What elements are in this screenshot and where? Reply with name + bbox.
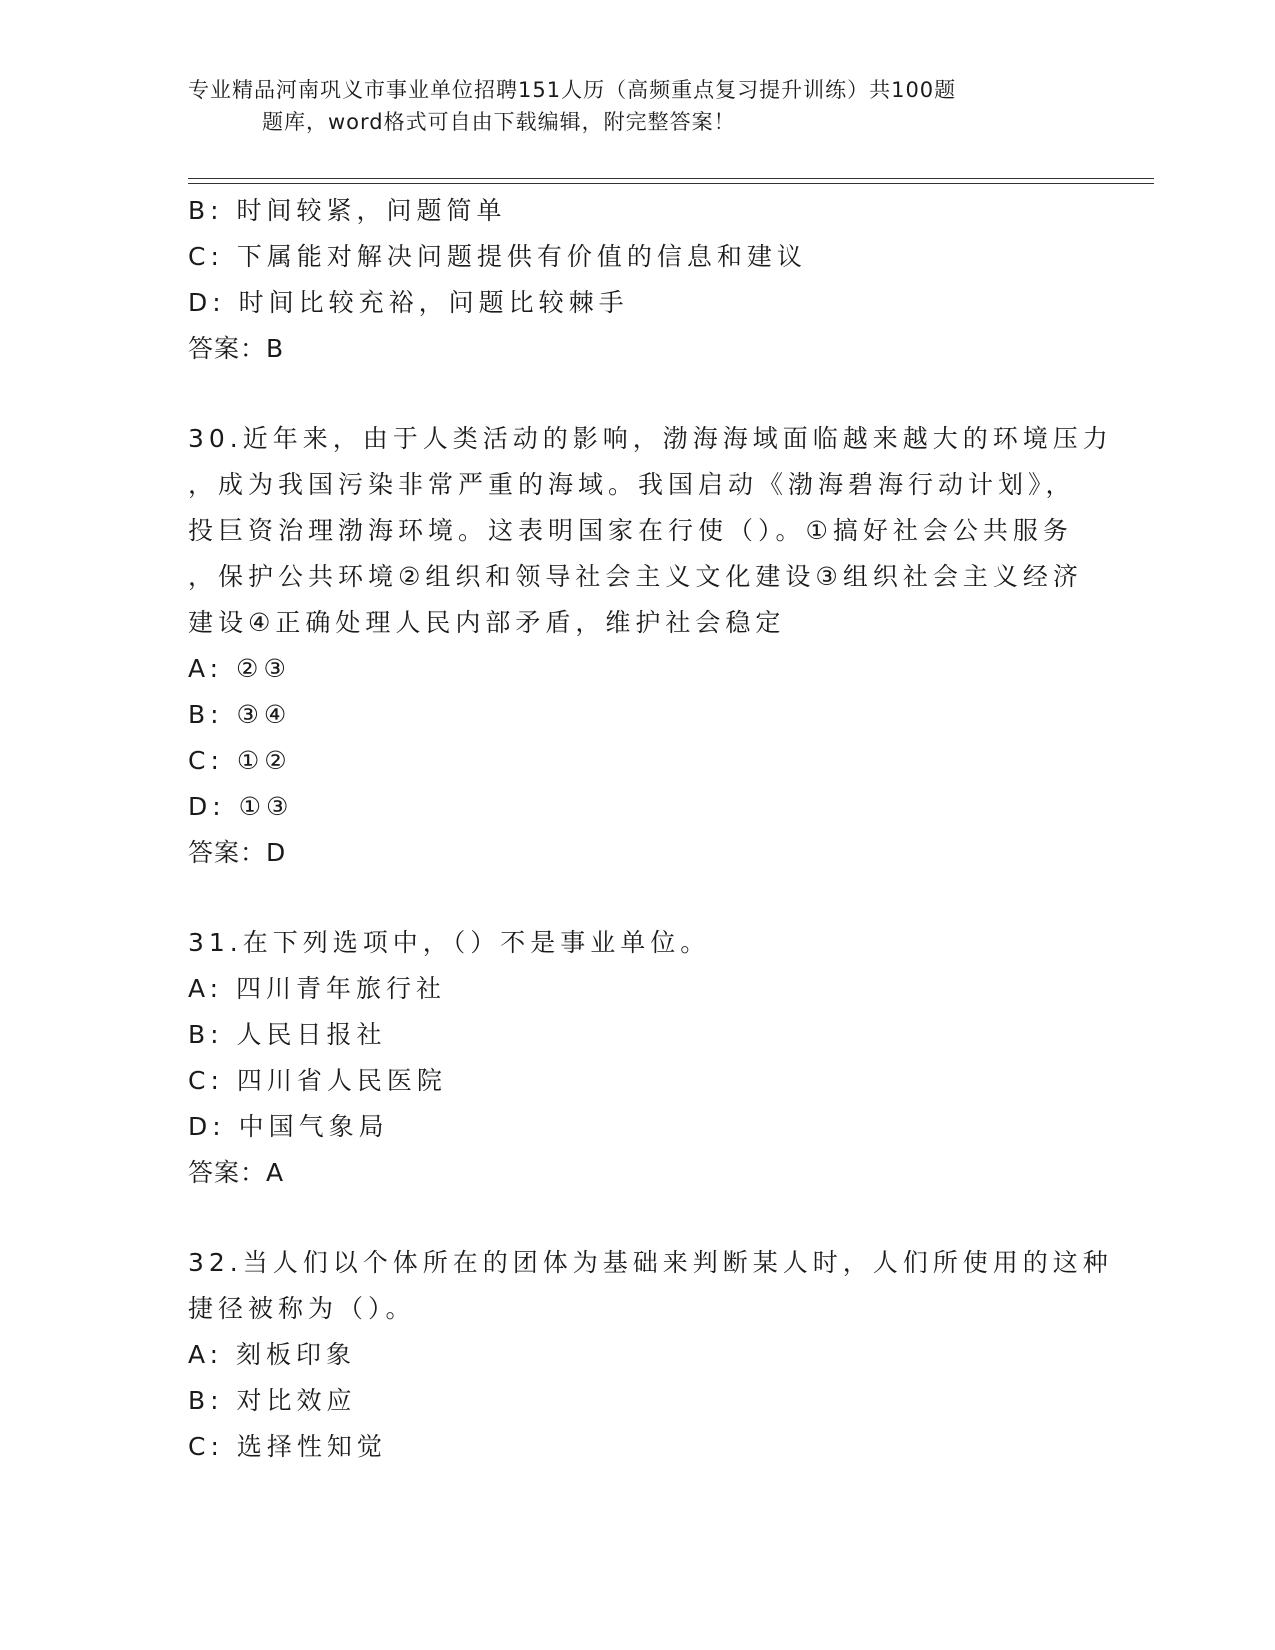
- option-d: D: 中国气象局: [188, 1112, 389, 1141]
- header-rule-top: [188, 178, 1154, 179]
- page-header: [188, 74, 1088, 138]
- answer-line: 答案：B: [188, 334, 285, 363]
- stem-line: 建设④正确处理人民内部矛盾，维护社会稳定: [188, 608, 786, 637]
- option-c: C: 下属能对解决问题提供有价值的信息和建议: [188, 242, 807, 271]
- option-a: A: 四川青年旅行社: [188, 974, 447, 1003]
- answer-line: 答案：A: [188, 1158, 285, 1187]
- header-rule-bottom: [188, 183, 1154, 184]
- stem-line: ，保护公共环境②组织和领导社会主义文化建设③组织社会主义经济: [188, 562, 1083, 591]
- stem-line: 30.近年来，由于人类活动的影响，渤海海域面临越来越大的环境压力: [188, 424, 1113, 453]
- question-29-continued: [188, 188, 1088, 372]
- answer-line: 答案：D: [188, 838, 287, 867]
- question-30: [188, 416, 1113, 876]
- option-b: B: 时间较紧，问题简单: [188, 196, 507, 225]
- stem-line: 投巨资治理渤海环境。这表明国家在行使（）。①搞好社会公共服务: [188, 516, 1073, 545]
- question-31: [188, 920, 1088, 1196]
- question-content: [188, 188, 1113, 1470]
- option-a: A: ②③: [188, 654, 291, 683]
- option-c: C: 选择性知觉: [188, 1432, 387, 1461]
- stem-line: 32.当人们以个体所在的团体为基础来判断某人时，人们所使用的这种: [188, 1248, 1113, 1277]
- question-stem: [188, 1240, 1113, 1332]
- option-b: B: 对比效应: [188, 1386, 357, 1415]
- spacer: [188, 876, 1088, 920]
- option-c: C: 四川省人民医院: [188, 1066, 447, 1095]
- option-d: D: 时间比较充裕，问题比较棘手: [188, 288, 629, 317]
- header-title-line-2: 题库，word格式可自由下载编辑，附完整答案！: [262, 110, 736, 134]
- option-c: C: ①②: [188, 746, 292, 775]
- header-title-line-1: 专业精品河南巩义市事业单位招聘151人历（高频重点复习提升训练）共100题: [188, 78, 957, 102]
- question-stem: [188, 416, 1113, 646]
- question-stem: 31.在下列选项中，（）不是事业单位。: [188, 928, 711, 957]
- spacer: [188, 1196, 1088, 1240]
- spacer: [188, 372, 1088, 416]
- question-32: [188, 1240, 1113, 1470]
- option-b: B: ③④: [188, 700, 292, 729]
- option-d: D: ①③: [188, 792, 294, 821]
- stem-line: 捷径被称为（）。: [188, 1294, 416, 1323]
- option-b: B: 人民日报社: [188, 1020, 387, 1049]
- stem-line: ，成为我国污染非常严重的海域。我国启动《渤海碧海行动计划》，: [188, 470, 1076, 499]
- option-a: A: 刻板印象: [188, 1340, 357, 1369]
